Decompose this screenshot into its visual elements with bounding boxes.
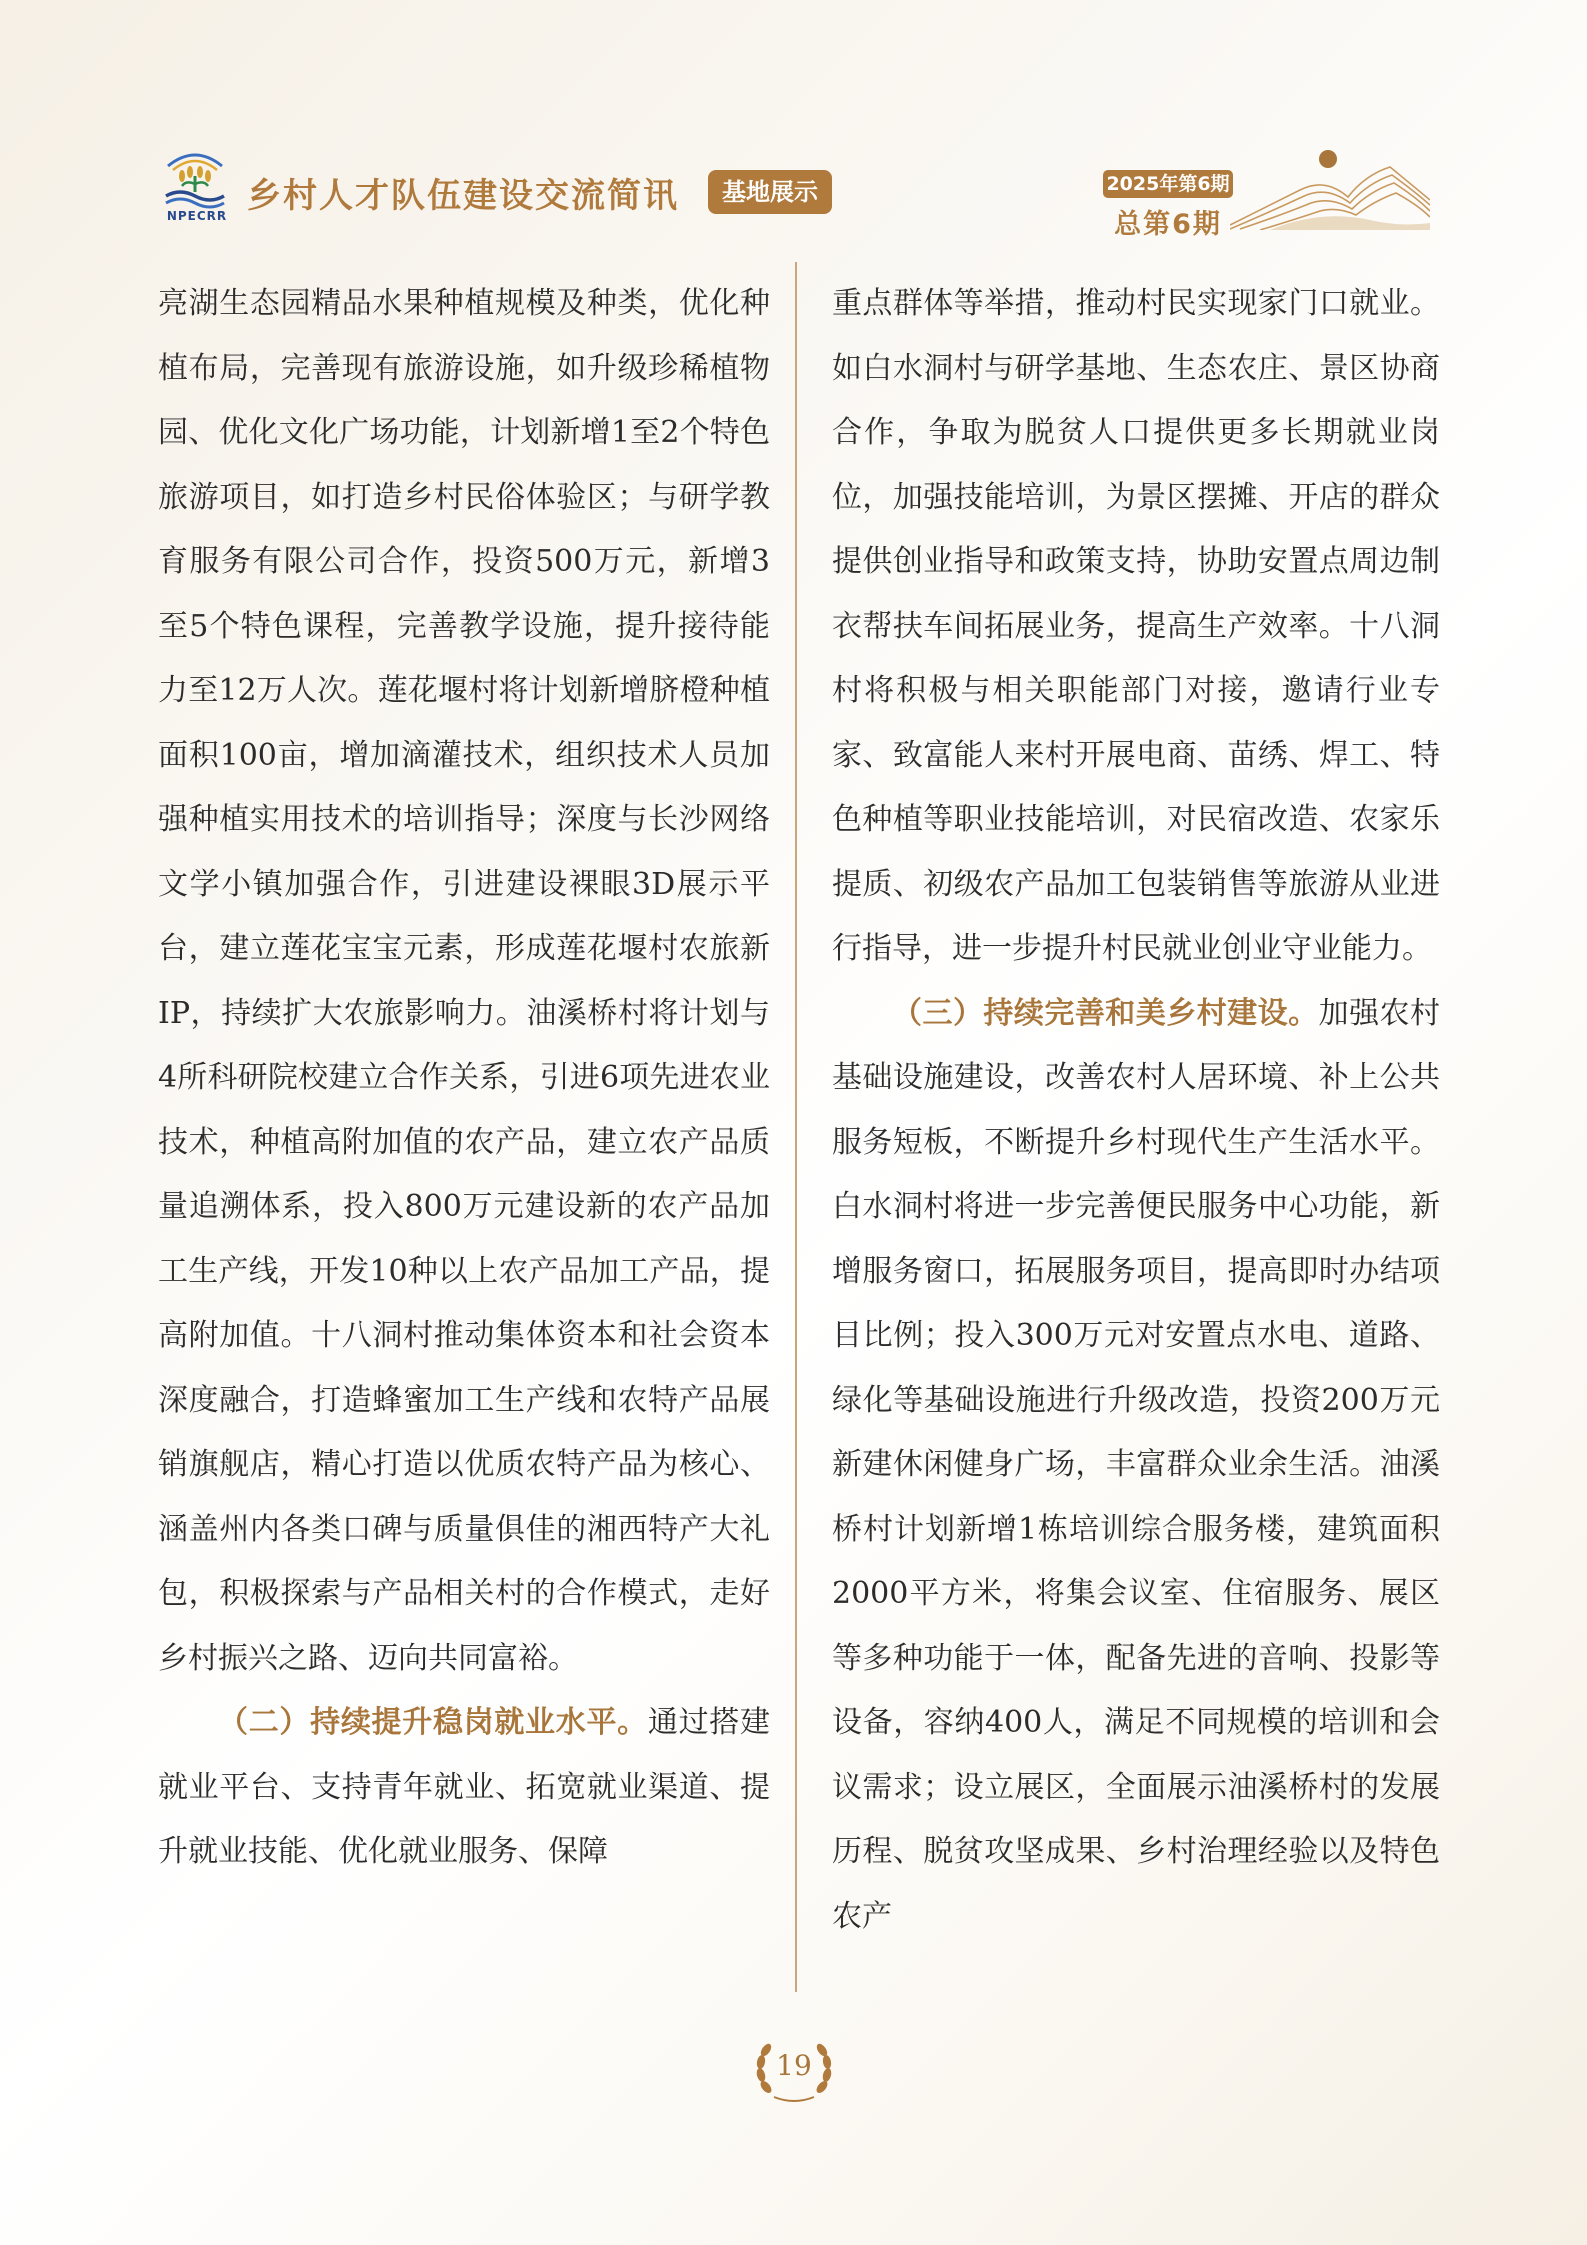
- column-divider: [795, 262, 797, 1992]
- left-column: [158, 272, 770, 1885]
- page-number: [752, 2035, 836, 2105]
- subsection-heading: （三）持续完善和美乡村建设。: [892, 995, 1319, 1031]
- issue-info: [1103, 170, 1233, 241]
- issue-total: 总第6期: [1114, 209, 1222, 240]
- page-header: [0, 0, 1587, 250]
- section-tag: 基地展示: [708, 170, 832, 214]
- mountains-sun-decoration-icon: [1230, 145, 1430, 230]
- subsection-paragraph: [158, 1691, 770, 1885]
- right-column: [832, 272, 1440, 1949]
- subsection-heading: （二）持续提升稳岗就业水平。: [218, 1705, 648, 1740]
- page-number-text: 19: [776, 2049, 812, 2082]
- body-paragraph: 亮湖生态园精品水果种植规模及种类，优化种植布局，完善现有旅游设施，如升级珍稀植物园、优化文化广场功能，计划新增1至2个特色旅游项目，如打造乡村民俗体验区；与研学教育服务有限公司合作，投资500万元，新增3至5个特色课程，完善教学设施，提升接待能力至12万人次。莲花堰村将计划新增脐橙种植面积100亩，增加滴灌技术，组织技术人员加强种植实用技术的培训指导；深度与长沙网络文学小镇加强合作，引进建设裸眼3D展示平台，建立莲花宝宝元素，形成莲花堰村农旅新IP，持续扩大农旅影响力。油溪桥村将计划与4所科研院校建立合作关系，引进6项先进农业技术，种植高附加值的农产品，建立农产品质量追溯体系，投入800万元建设新的农产品加工生产线，开发10种以上农产品加工产品，提高附加值。十八洞村推动集体资本和社会资本深度融合，打造蜂蜜加工生产线和农特产品展销旗舰店，精心打造以优质农特产品为核心、涵盖州内各类口碑与质量俱佳的湘西特产大礼包，积极探索与产品相关村的合作模式，走好乡村振兴之路、迈向共同富裕。: [158, 286, 770, 1676]
- subsection-text: 通过搭建就业平台、支持青年就业、拓宽就业渠道、提升就业技能、优化就业服务、保障: [158, 1705, 771, 1869]
- subsection-text: 加强农村基础设施建设，改善农村人居环境、补上公共服务短板，不断提升乡村现代生产生活水平。白水洞村将进一步完善便民服务中心功能，新增服务窗口，拓展服务项目，提高即时办结项目比例；投入300万元对安置点水电、道路、绿化等基础设施进行升级改造，投资200万元新建休闲健身广场，丰富群众业余生活。油溪桥村计划新增1栋培训综合服务楼，建筑面积2000平方米，将集会议室、住宿服务、展区等多种功能于一体，配备先进的音响、投影等设备，容纳400人，满足不同规模的培训和会议需求；设立展区，全面展示油溪桥村的发展历程、脱贫攻坚成果、乡村治理经验以及特色农产: [832, 995, 1441, 1934]
- newsletter-title: 乡村人才队伍建设交流简讯: [247, 176, 679, 216]
- logo-text: NPECRR: [166, 209, 228, 223]
- issue-year: 2025年第6期: [1103, 170, 1233, 198]
- body-paragraph: 重点群体等举措，推动村民实现家门口就业。如白水洞村与研学基地、生态农庄、景区协商合作，争取为脱贫人口提供更多长期就业岗位，加强技能培训，为景区摆摊、开店的群众提供创业指导和政策支持，协助安置点周边制衣帮扶车间拓展业务，提高生产效率。十八洞村将积极与相关职能部门对接，邀请行业专家、致富能人来村开展电商、苗绣、焊工、特色种植等职业技能培训，对民宿改造、农家乐提质、初级农产品加工包装销售等旅游从业进行指导，进一步提升村民就业创业守业能力。: [832, 286, 1440, 966]
- subsection-paragraph: [832, 982, 1440, 1950]
